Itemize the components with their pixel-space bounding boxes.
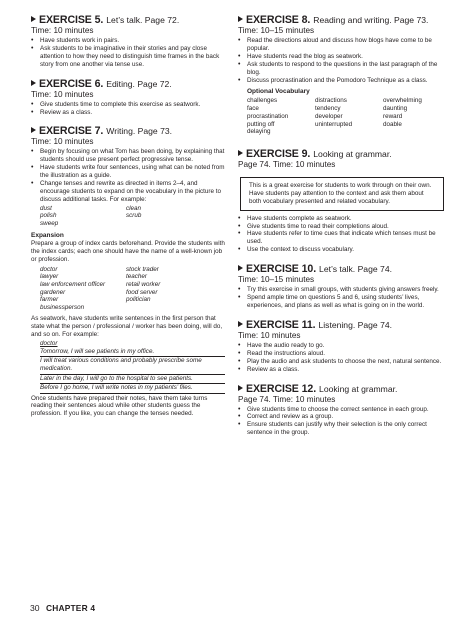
expansion-heading: Expansion (31, 231, 64, 239)
vocab-word (315, 128, 383, 136)
exercise-9 (238, 148, 446, 254)
exercise-subtitle: Looking at grammar. (313, 148, 392, 159)
list-item: • Play the audio and ask students to choose the next, natural sentence. (238, 358, 446, 366)
triangle-bullet-icon (31, 127, 36, 133)
exercise-8 (238, 14, 446, 136)
exercise-time: Time: 10 minutes (31, 137, 94, 147)
exercise-10 (238, 263, 446, 310)
exercise-7 (31, 125, 225, 418)
list-item: • Begin by focusing on what Tom has been doing, by explaining that students should use present perfect progressive tense. (31, 148, 225, 164)
job-item: teacher (126, 273, 148, 281)
exercise-title: EXERCISE 12. (246, 382, 317, 395)
exercise-title: EXERCISE 10. (246, 263, 317, 276)
vocab-word: overwhelming (383, 97, 422, 105)
task-word: dust (40, 204, 52, 212)
job-list (31, 266, 225, 312)
list-item: • Use the context to discuss vocabulary. (238, 246, 446, 254)
triangle-bullet-icon (238, 265, 243, 271)
vocabulary-heading: Optional Vocabulary (247, 88, 310, 96)
vocab-word: uninterrupted (315, 120, 353, 128)
job-item: gardener (40, 288, 66, 296)
list-item: • Discuss procrastination and the Pomodoro Technique as a class. (238, 77, 446, 85)
job-item: food server (126, 288, 158, 296)
task-word (126, 220, 225, 228)
chapter-label: CHAPTER 4 (45, 603, 96, 613)
exercise-subtitle: Let’s talk. Page 72. (106, 15, 180, 25)
triangle-bullet-icon (238, 321, 243, 327)
exercise-subtitle: Looking at grammar. (319, 383, 398, 394)
exercise-time: Page 74. Time: 10 minutes (238, 159, 336, 169)
bullet-list (31, 101, 225, 117)
list-item: • Have students write four sentences, using what can be noted from the illustration as a guide. (31, 164, 225, 180)
job-item: farmer (40, 296, 59, 304)
list-item: • Give students time to choose the correct sentence in each group. (238, 406, 446, 414)
exercise-title: EXERCISE 6. (39, 77, 104, 90)
bullet-list (31, 148, 225, 203)
triangle-bullet-icon (31, 16, 36, 22)
job-item: doctor (40, 265, 58, 273)
vocab-word: developer (315, 112, 343, 120)
exercise-title: EXERCISE 7. (39, 125, 104, 138)
job-item (126, 304, 225, 312)
exercise-6-heading (31, 78, 225, 90)
example-sentence: Tomorrow, I will see patients in my office. (40, 347, 155, 355)
exercise-time: Time: 10 minutes (238, 330, 301, 340)
exercise-time: Time: 10–15 minutes (238, 275, 315, 285)
exercise-subtitle: Writing. Page 73. (106, 126, 173, 137)
vocab-word: challenges (247, 97, 278, 105)
bullet-list (31, 37, 225, 69)
exercise-12-heading (238, 383, 446, 395)
bullet-list (238, 342, 446, 374)
triangle-bullet-icon (238, 150, 243, 156)
left-column (31, 14, 225, 424)
job-item: stock trader (126, 265, 159, 273)
job-item: businessperson (40, 304, 85, 312)
exercise-time: Time: 10 minutes (31, 26, 94, 35)
exercise-subtitle: Reading and writing. Page 73. (313, 15, 429, 25)
vocab-word: putting off (247, 120, 275, 128)
expansion-text: Prepare a group of index cards beforehand. Provide the students with the index cards; each one should have the name of a well-known job or profession. (31, 239, 225, 263)
bullet-list (238, 406, 446, 438)
task-word: sweep (40, 220, 59, 228)
list-item: • Read the directions aloud and discuss how blogs have come to be popular. (238, 37, 446, 53)
vocab-word: procrastination (247, 112, 289, 120)
exercise-6 (31, 78, 225, 117)
exercise-8-heading (238, 14, 446, 26)
list-item: • Read the instructions aloud. (238, 350, 446, 358)
job-item: law enforcement officer (40, 281, 106, 289)
closing-text: Once students have prepared their notes, have them take turns reading their sentences aloud while other students guess the profession. If you like, you can change the tenses needed. (31, 394, 208, 418)
exercise-9-heading (238, 148, 446, 160)
vocab-word (383, 128, 446, 136)
bullet-list (238, 286, 446, 310)
page-footer (30, 603, 95, 613)
exercise-time: Time: 10–15 minutes (238, 26, 315, 35)
exercise-subtitle: Listening. Page 74. (318, 319, 393, 330)
exercise-11 (238, 319, 446, 374)
exercise-subtitle: Editing. Page 72. (106, 78, 172, 89)
list-item: • Correct and review as a group. (238, 413, 446, 421)
list-item: • Change tenses and rewrite as directed in items 2–4, and encourage students to expand on the vocabulary in the picture to discuss additional tasks. For example: (31, 180, 225, 204)
example-sentence: Later in the day, I will go to the hospital to see patients. (40, 374, 193, 382)
list-item: • Give students time to read their completions aloud. (238, 223, 446, 231)
triangle-bullet-icon (238, 385, 243, 391)
exercise-7-heading (31, 125, 225, 137)
list-item: • Have students work in pairs. (31, 37, 225, 45)
divider (40, 393, 225, 394)
exercise-time: Page 74. Time: 10 minutes (238, 394, 336, 404)
vocab-word: tendency (315, 105, 341, 113)
task-word: scrub (126, 212, 142, 220)
job-item: politician (126, 296, 151, 304)
list-item: • Try this exercise in small groups, with students giving answers freely. (238, 286, 446, 294)
triangle-bullet-icon (238, 16, 243, 22)
bullet-list (238, 215, 446, 255)
task-word: polish (40, 212, 57, 220)
exercise-12 (238, 383, 446, 438)
exercise-10-heading (238, 263, 446, 275)
vocab-word: face (247, 105, 259, 113)
list-item: • Ask students to respond to the questions in the last paragraph of the blog. (238, 61, 446, 77)
triangle-bullet-icon (31, 80, 36, 86)
vocab-word: delaying (247, 128, 271, 136)
list-item: • Review as a class. (238, 366, 446, 374)
vocab-word: distractions (315, 97, 347, 105)
list-item: • Have students refer to time cues that indicate which tenses must be used. (238, 230, 446, 246)
vocab-word: doable (383, 120, 402, 128)
exercise-5-heading (31, 14, 225, 26)
list-item: • Have students read the blog as seatwork. (238, 53, 446, 61)
exercise-time: Time: 10 minutes (31, 89, 94, 99)
exercise-title: EXERCISE 9. (246, 147, 311, 160)
job-item: lawyer (40, 273, 59, 281)
task-word: clean (126, 204, 142, 212)
list-item: • Spend ample time on questions 5 and 6, using students’ lives, experiences, and plans as well as what is going on in the world. (238, 294, 446, 310)
example-sentence: I will treat various conditions and probably prescribe some medication. (40, 357, 202, 373)
bullet-list (238, 37, 446, 84)
exercise-title: EXERCISE 11. (246, 318, 316, 331)
list-item: • Have the audio ready to go. (238, 342, 446, 350)
list-item: • Have students complete as seatwork. (238, 215, 446, 223)
vocabulary-grid (238, 97, 446, 136)
optional-vocabulary (238, 88, 446, 136)
list-item: • Ensure students can justify why their selection is the only correct sentence in the group. (238, 421, 446, 437)
right-column (238, 14, 446, 443)
list-item: • Review as a class. (31, 109, 225, 117)
vocab-word: daunting (383, 105, 408, 113)
exercise-5 (31, 14, 225, 69)
teacher-note-box: This is a great exercise for students to work through on their own. Have students pay attention to the context and ask them about both vocabulary presented and related vocabulary. (240, 177, 444, 211)
vocab-word: reward (383, 112, 403, 120)
exercise-subtitle: Let’s talk. Page 74. (319, 264, 392, 275)
job-item: retail worker (126, 281, 161, 289)
example-profession: doctor (40, 339, 58, 347)
exercise-title: EXERCISE 8. (246, 14, 311, 26)
exercise-title: EXERCISE 5. (39, 14, 104, 26)
seatwork-text: As seatwork, have students write sentences in the first person that state what the person / professional / worker has been doing, will do, and so on. For example: (31, 314, 223, 338)
task-vocabulary (31, 205, 225, 228)
exercise-11-heading (238, 319, 446, 331)
list-item: • Give students time to complete this exercise as seatwork. (31, 101, 225, 109)
example-sentence: Before I go home, I will write notes in my patients’ files. (40, 384, 193, 392)
list-item: • Ask students to be imaginative in their stories and pay close attention to how they need to distinguish time frames in the back story from one another via tense use. (31, 45, 225, 69)
example-sentences (31, 340, 225, 394)
page-number: 30 (30, 603, 40, 613)
